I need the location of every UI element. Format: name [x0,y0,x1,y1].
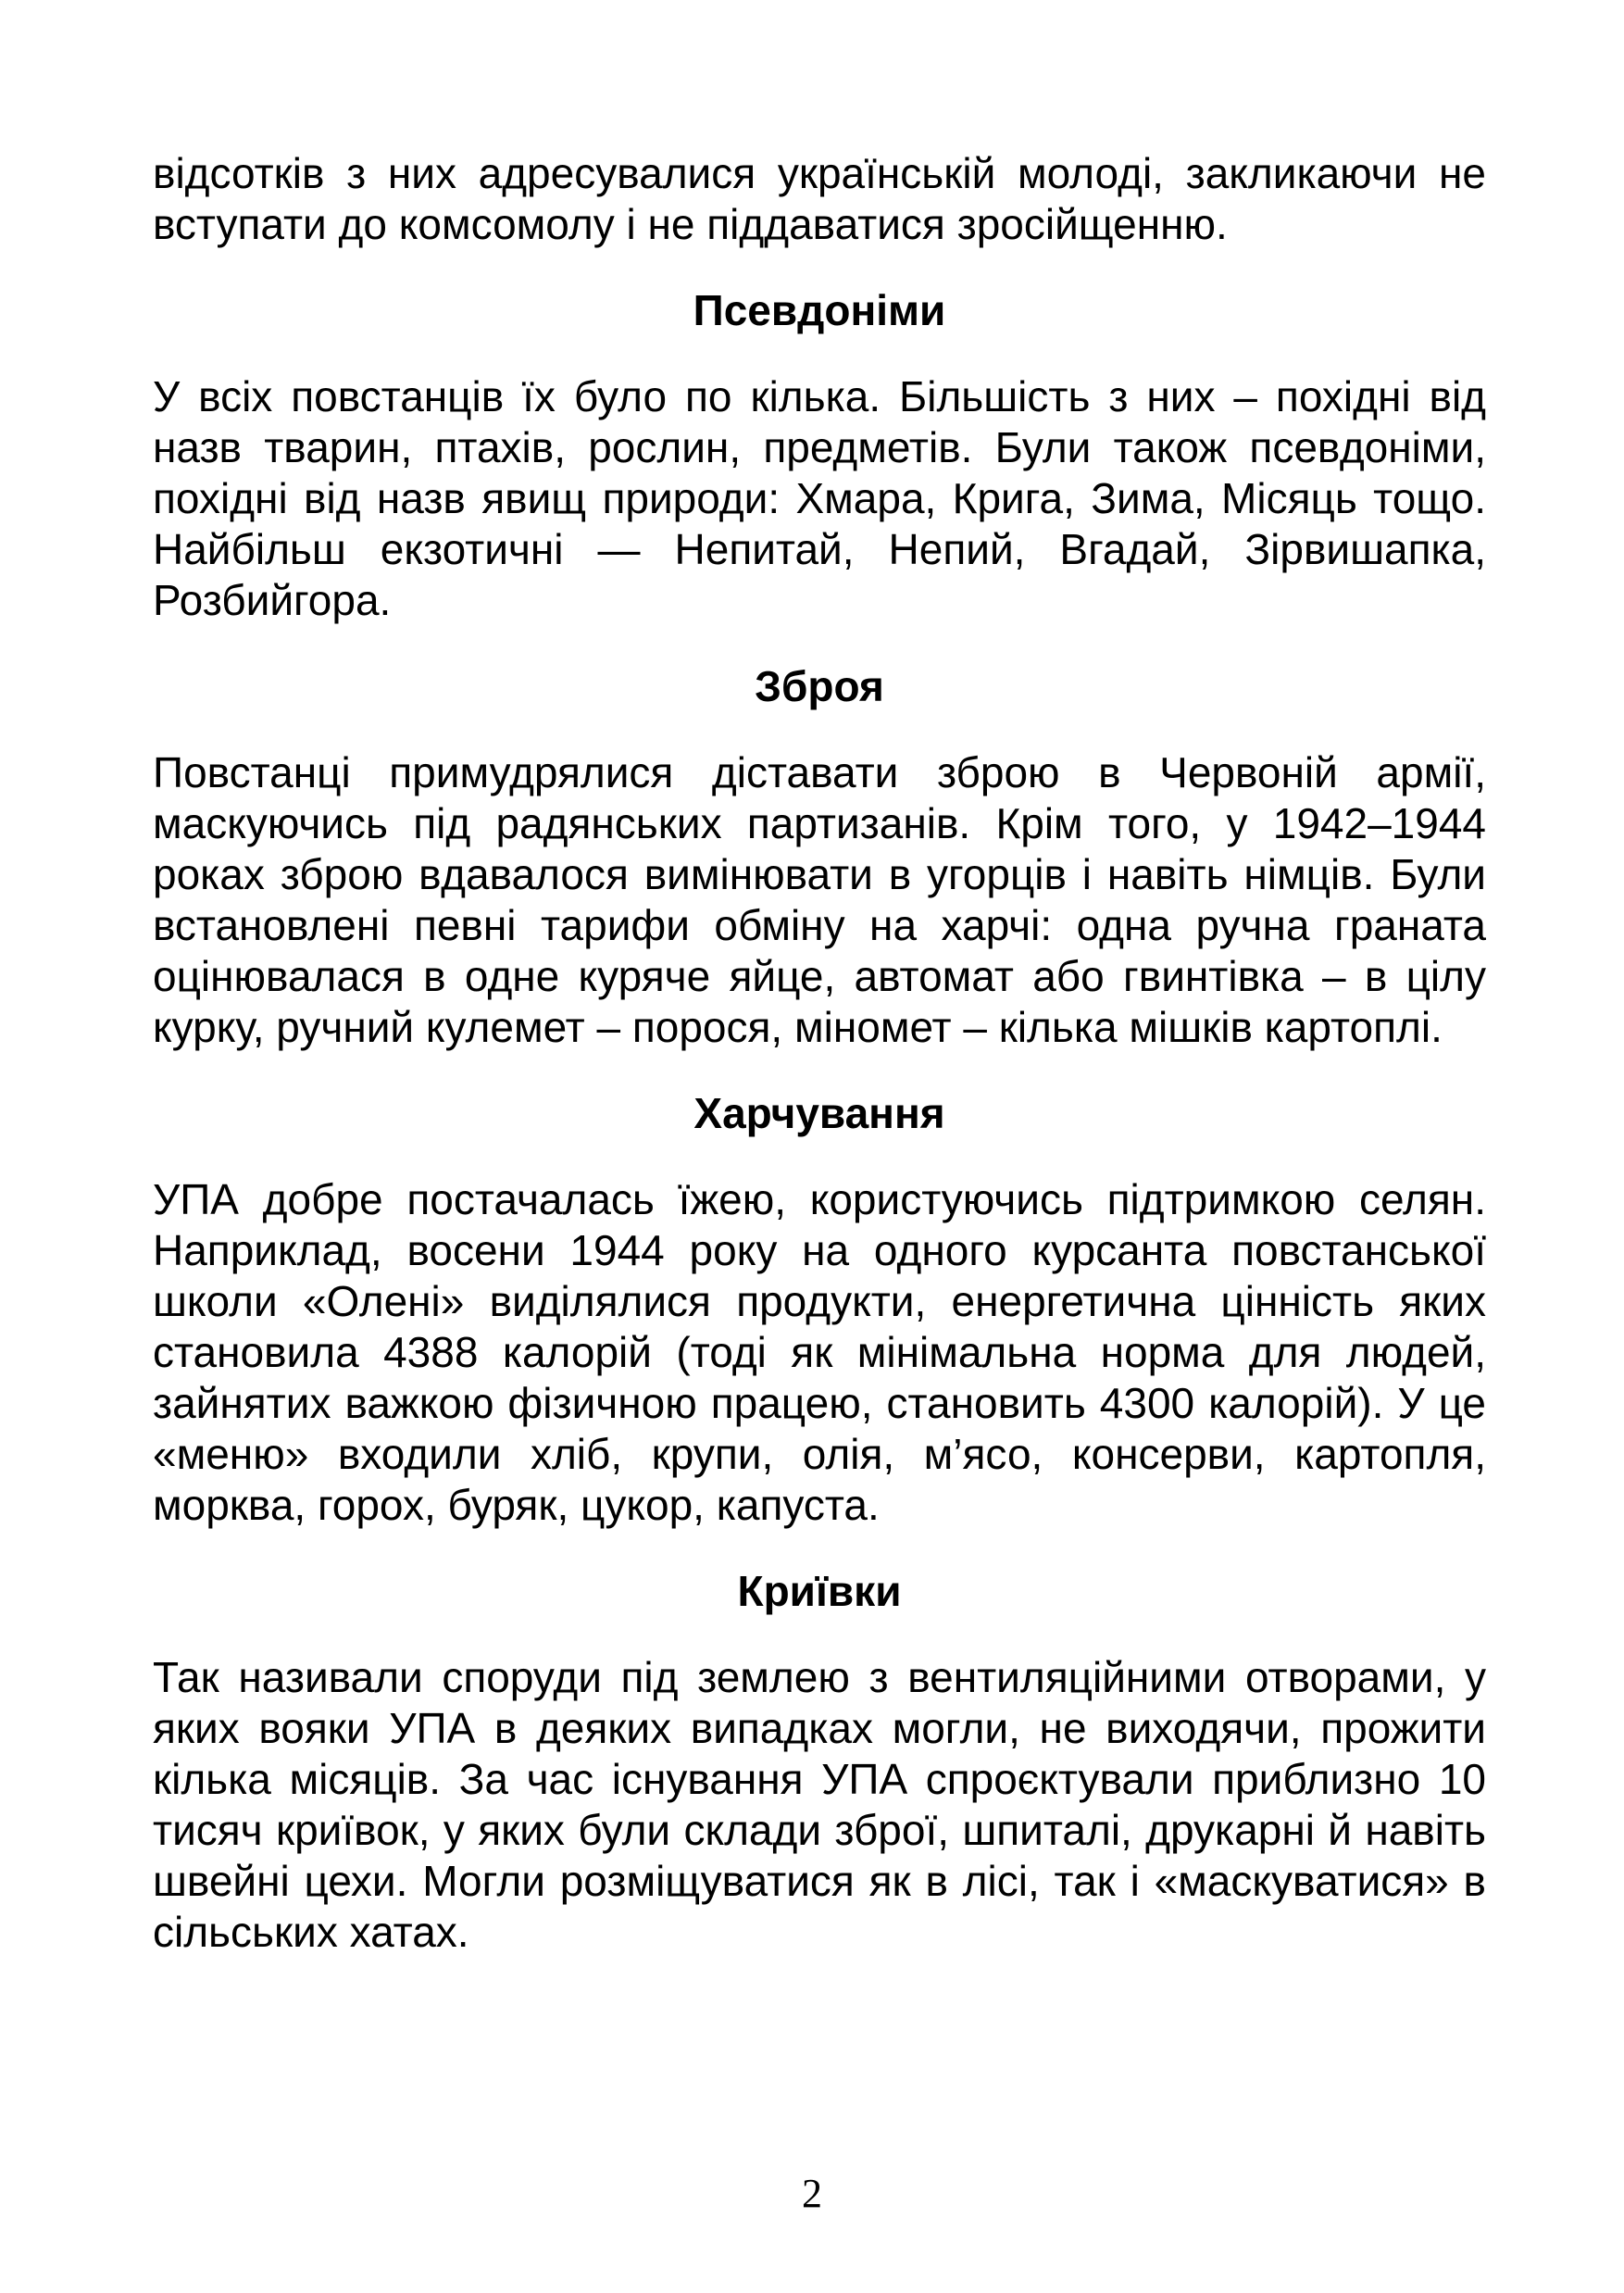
section-paragraph-hideouts: Так називали споруди під землею з вентиляційними отворами, у яких вояки УПА в деяких випадках могли, не виходячи, прожити кілька місяців. За час існування УПА спроєктували приблизно 10 тисяч криївок, у яких були склади зброї, шпиталі, друкарні й навіть швейні цехи. Могли розміщуватися як в лісі, так і «маскуватися» в сільських хатах. [153,1653,1486,1956]
section-heading-pseudonyms: Псевдоніми [693,286,946,334]
section-paragraph-food: УПА добре постачалась їжею, користуючись підтримкою селян. Наприклад, восени 1944 року на одного курсанта повстанської школи «Олені» виділялися продукти, енергетична цінність яких становила 4388 калорій (тоді як мінімальна норма для людей, зайнятих важкою фізичною працею, становить 4300 калорій). У це «меню» входили хліб, крупи, олія, м’ясо, консерви, картопля, морква, горох, буряк, цукор, капуста. [153,1175,1486,1529]
page-content [153,148,1486,1958]
section-heading-weapons: Зброя [755,662,884,710]
intro-paragraph: відсотків з них адресувалися українській молоді, закликаючи не вступати до комсомолу і не піддаватися зросійщенню. [153,149,1486,248]
section-paragraph-pseudonyms: У всіх повстанців їх було по кілька. Більшість з них – похідні від назв тварин, птахів, рослин, предметів. Були також псевдоніми, похідні від назв явищ природи: Хмара, Крига, Зима, Місяць тощо. Найбільш екзотичні — Непитай, Непий, Вгадай, Зірвишапка, Розбийгора. [153,372,1486,624]
section-heading-food: Харчування [693,1089,945,1137]
page-number: 2 [802,2171,822,2216]
section-heading-hideouts: Криївки [737,1567,902,1615]
section-paragraph-weapons: Повстанці примудрялися діставати зброю в Червоній армії, маскуючись під радянських партизанів. Крім того, у 1942–1944 роках зброю вдавалося вимінювати в угорців і навіть німців. Були встановлені певні тарифи обміну на харчі: одна ручна граната оцінювалася в одне куряче яйце, автомат або гвинтівка – в цілу курку, ручний кулемет – порося, міномет – кілька мішків картоплі. [153,748,1486,1051]
